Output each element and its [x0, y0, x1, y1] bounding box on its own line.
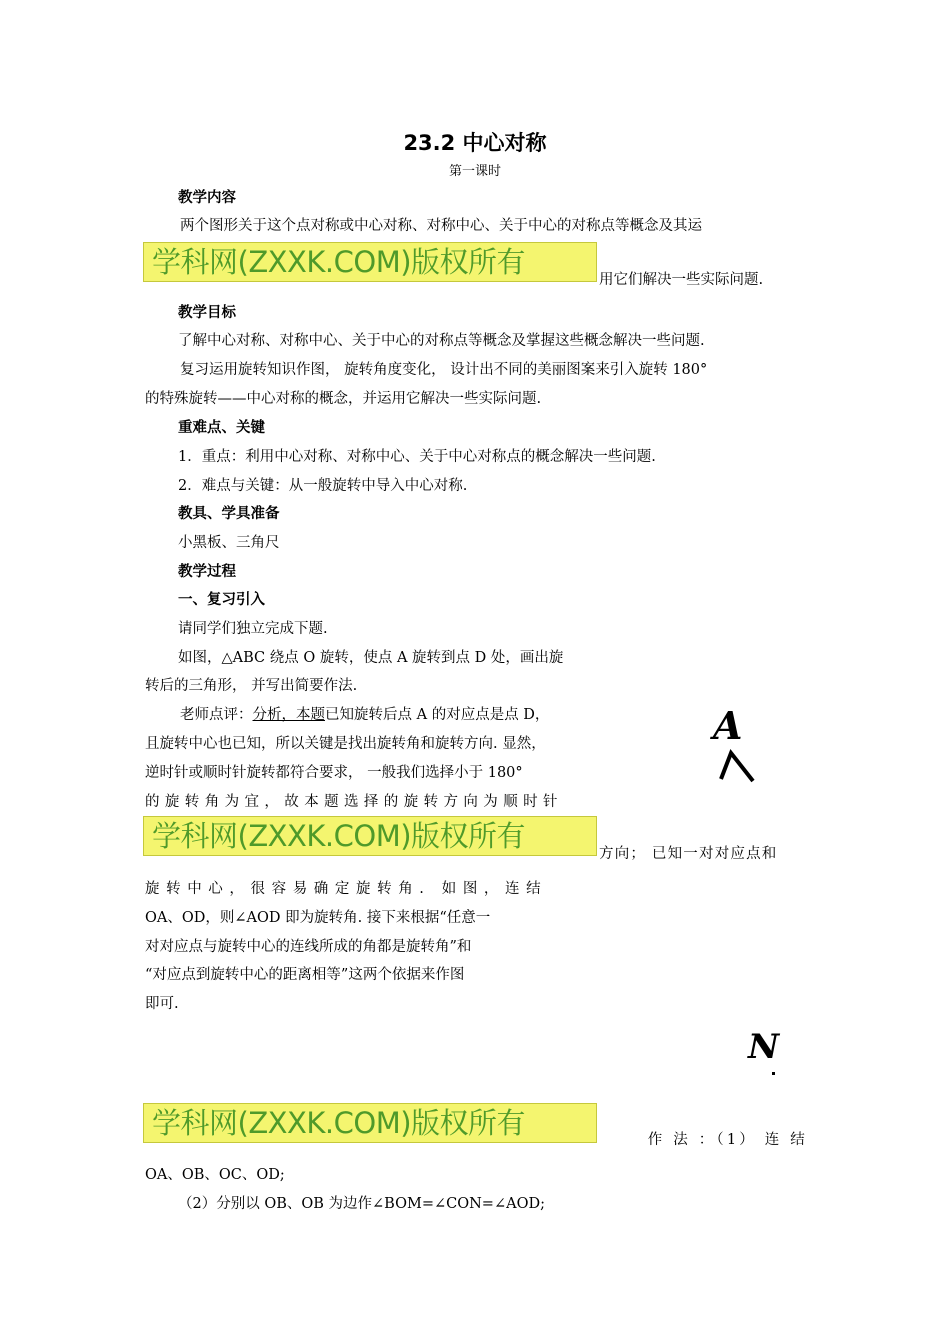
teacher-comment-line-10: 即可. — [145, 996, 179, 1012]
teacher-comment-line-6: 旋转中心，很容易确定旋转角. 如图，连结 — [145, 881, 548, 897]
teacher-comment-line-1 — [180, 705, 549, 725]
figure-label-a: A — [713, 703, 743, 748]
goals-line-3: 的特殊旋转——中心对称的概念，并运用它解决一些实际问题. — [145, 391, 542, 407]
teacher-comment-underlined: 分析，本题 — [252, 707, 325, 723]
teacher-comment-line-7: OA、OD，则∠AOD 即为旋转角. 接下来根据“任意一 — [145, 910, 491, 926]
method-label: 作 法 ：（1） 连 结 — [647, 1132, 808, 1148]
section-heading-tools: 教具、学具准备 — [178, 506, 280, 522]
teacher-comment-prefix: 老师点评： — [180, 707, 253, 723]
watermark-banner: 学科网(ZXXK.COM)版权所有 — [143, 242, 597, 282]
teacher-comment-line-4 — [145, 792, 603, 812]
process-paragraph-2b: 转后的三角形， 并写出简要作法. — [145, 678, 358, 694]
figure-point-dot — [772, 1072, 775, 1075]
content-line-2: 用它们解决一些实际问题. — [599, 272, 764, 288]
teacher-comment-line-5: 方向； 已知一对对应点和 — [599, 846, 778, 862]
page-subtitle: 第一课时 — [448, 164, 501, 179]
teacher-comment-line-9: “对应点到旋转中心的距离相等”这两个依据来作图 — [145, 967, 465, 983]
teacher-comment-line-2: 且旋转中心也已知，所以关键是找出旋转角和旋转方向. 显然， — [145, 736, 546, 752]
goals-line-1: 了解中心对称、对称中心、关于中心的对称点等概念及掌握这些概念解决一些问题. — [178, 333, 705, 349]
page-title: 23.2 中心对称 — [403, 131, 547, 155]
teacher-comment-line-8: 对对应点与旋转中心的连线所成的角都是旋转角”和 — [145, 939, 472, 955]
section-heading-content: 教学内容 — [178, 190, 236, 206]
section-heading-goals: 教学目标 — [178, 305, 236, 321]
figure-label-n: N — [748, 1027, 780, 1067]
content-line-1: 两个图形关于这个点对称或中心对称、对称中心、关于中心的对称点等概念及其运 — [180, 218, 702, 234]
section-heading-keypoints: 重难点、关键 — [178, 420, 265, 436]
watermark-banner: 学科网(ZXXK.COM)版权所有 — [143, 1103, 597, 1143]
teacher-comment-line-3: 逆时针或顺时针旋转都符合要求， 一般我们选择小于 180° — [145, 765, 523, 781]
keypoints-line-1: 1．重点：利用中心对称、对称中心、关于中心对称点的概念解决一些问题. — [178, 449, 656, 465]
process-paragraph-1: 请同学们独立完成下题. — [178, 621, 328, 637]
method-step-1b: OA、OB、OC、OD; — [145, 1167, 285, 1183]
section-heading-process: 教学过程 — [178, 564, 236, 580]
process-subheading-review: 一、复习引入 — [178, 592, 265, 608]
figure-angle-mark — [717, 747, 759, 783]
watermark-banner: 学科网(ZXXK.COM)版权所有 — [143, 816, 597, 856]
teacher-comment-line-4-text: 的旋转角为宜，故本题选择的旋转方向为顺时针 — [145, 794, 563, 810]
process-paragraph-2a: 如图，△ABC 绕点 O 旋转，使点 A 旋转到点 D 处，画出旋 — [178, 650, 564, 666]
tools-line-1: 小黑板、三角尺 — [178, 535, 280, 551]
method-step-2: （2）分别以 OB、OB 为边作∠BOM=∠CON=∠AOD; — [178, 1196, 545, 1212]
teacher-comment-rest: 已知旋转后点 A 的对应点是点 D， — [325, 707, 550, 723]
goals-line-2: 复习运用旋转知识作图， 旋转角度变化， 设计出不同的美丽图案来引入旋转 180° — [180, 362, 708, 378]
keypoints-line-2: 2．难点与关键：从一般旋转中导入中心对称. — [178, 478, 468, 494]
